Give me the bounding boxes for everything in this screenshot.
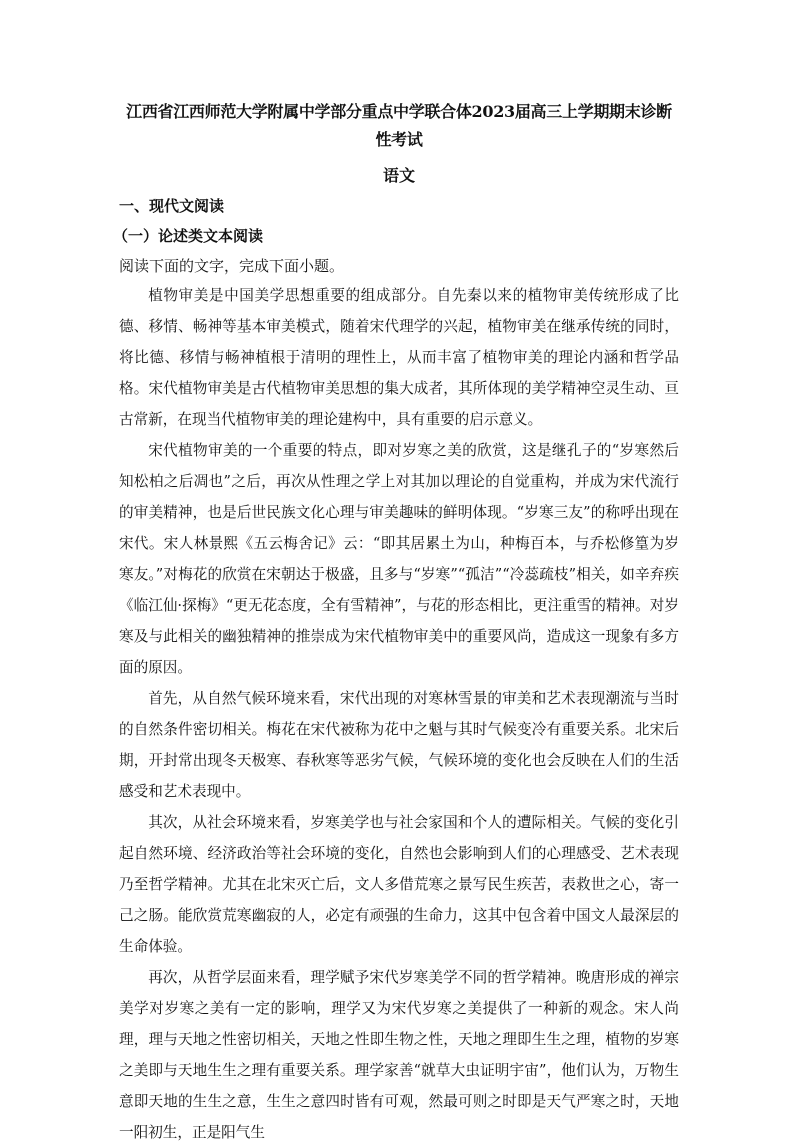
subsection-heading: （一）论述类文本阅读 — [113, 227, 264, 245]
paragraph-5: 再次，从哲学层面来看，理学赋予宋代岁寒美学不同的哲学精神。晚唐形成的禅宗美学对岁寒之美有一定的影响，理学又为宋代岁寒之美提供了一种新的观念。宋人尚理，理与天地之性密切相关，天地之性即生物之性，天地之理即生生之理，植物的岁寒之美即与天地生生之理有重要关系。理学家善“就草大虫证明宇宙”，他们认为，万物生意即天地的生生之意，生生之意四时皆有可观，然最可则之时即是天气严寒之时，天地一阳初生，正是阳气生 — [119, 969, 679, 1141]
paragraph-3: 首先，从自然气候环境来看，宋代出现的对寒林雪景的审美和艺术表现潮流与当时的自然条件密切相关。梅花在宋代被称为花中之魁与其时气候变冷有重要关系。北宋后期，开封常出现冬天极寒、春秋寒等恶劣气候，气候环境的变化也会反映在人们的生活感受和艺术表现中。 — [119, 690, 679, 800]
section-heading: 一、现代文阅读 — [119, 197, 225, 215]
paragraph-4: 其次，从社会环境来看，岁寒美学也与社会家国和个人的遭际相关。气候的变化引起自然环境、经济政治等社会环境的变化，自然也会影响到人们的心理感受、艺术表现乃至哲学精神。尤其在北宋灭亡后，文人多借荒寒之景写民生疾苦，表救世之心，寄一己之肠。能欣赏荒寒幽寂的人，必定有顽强的生命力，这其中包含着中国文人最深层的生命体验。 — [119, 814, 679, 955]
paragraph-1: 植物审美是中国美学思想重要的组成部分。自先秦以来的植物审美传统形成了比德、移情、畅神等基本审美模式，随着宋代理学的兴起，植物审美在继承传统的同时，将比德、移情与畅神植根于清明的理性上，从而丰富了植物审美的理论内涵和哲学品格。宋代植物审美是古代植物审美思想的集大成者，其所体现的美学精神空灵生动、亘古常新，在现当代植物审美的理论建构中，具有重要的启示意义。 — [119, 287, 679, 428]
reading-instruction: 阅读下面的文字，完成下面小题。 — [119, 257, 345, 275]
document-content — [113, 98, 679, 1148]
paragraph-2: 宋代植物审美的一个重要的特点，即对岁寒之美的欣赏，这是继孔子的“岁寒然后知松柏之后凋也”之后，再次从性理之学上对其加以理论的自觉重构，并成为宋代流行的审美精神，也是后世民族文化心理与审美趣味的鲜明体现。“岁寒三友”的称呼出现在宋代。宋人林景熙《五云梅舍记》云：“即其居累土为山，种梅百本，与乔松修篁为岁寒友。”对梅花的欣赏在宋朝达于极盛，且多与“岁寒”“孤洁”“冷蕊疏枝”相关，如辛弃疾《临江仙·探梅》“更无花态度，全有雪精神”，与花的形态相比，更注重雪的精神。对岁寒及与此相关的幽独精神的推崇成为宋代植物审美中的重要风尚，造成这一现象有多方面的原因。 — [119, 442, 679, 676]
subject-title: 语文 — [382, 166, 415, 185]
exam-title: 江西省江西师范大学附属中学部分重点中学联合体2023届高三上学期期末诊断性考试 — [126, 102, 672, 149]
